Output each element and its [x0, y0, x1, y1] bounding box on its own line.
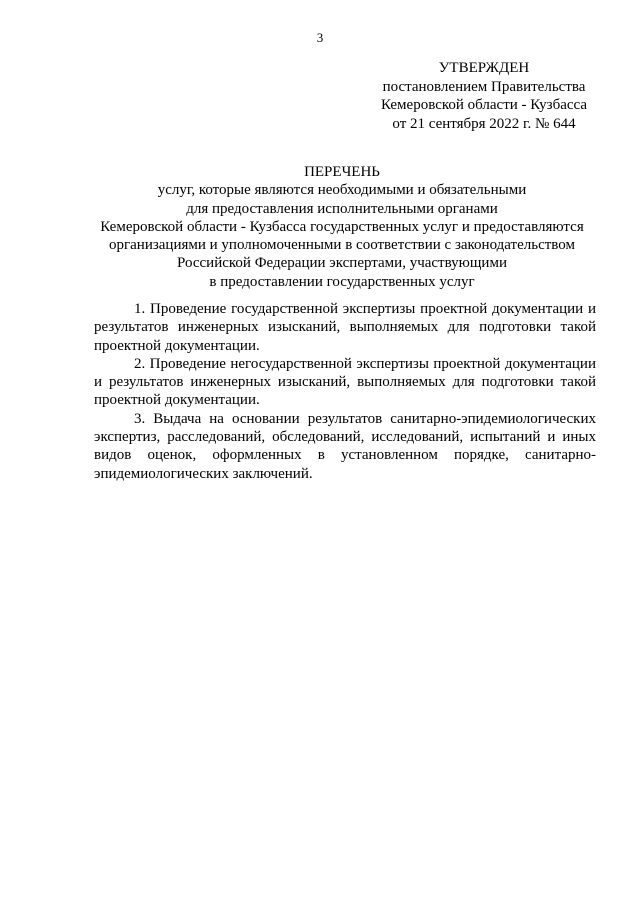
title-line: услуг, которые являются необходимыми и обязательными	[157, 182, 527, 199]
list-item: 3. Выдача на основании результатов санитарно-эпидемиологических экспертиз, расследований, обследований, исследований, испытаний и иных видов оценок, оформленных в установленном порядке, санитарно-эпидемиологических заключений.	[94, 410, 596, 482]
page-number: 3	[316, 30, 324, 45]
document-title	[40, 163, 640, 291]
approval-line: постановлением Правительства	[382, 78, 586, 95]
title-line: в предоставлении государственных услуг	[209, 273, 475, 290]
services-list	[94, 300, 596, 483]
list-item: 1. Проведение государственной экспертизы проектной документации и результатов инженерных изысканий, выполняемых для подготовки такой проектной документации.	[94, 301, 596, 354]
list-item: 2. Проведение негосударственной экспертизы проектной документации и результатов инженерных изысканий, выполняемых для подготовки такой проектной документации.	[94, 355, 596, 409]
title-line: для предоставления исполнительными органами	[186, 200, 498, 217]
title-heading: ПЕРЕЧЕНЬ	[304, 164, 380, 180]
approval-line: Кемеровской области - Кузбасса	[380, 97, 588, 113]
title-line: Российской Федерации экспертами, участвующими	[177, 255, 507, 272]
title-line: организациями и уполномоченными в соответствии с законодательством	[108, 237, 575, 254]
approval-heading: УТВЕРЖДЕН	[438, 60, 530, 76]
title-line: Кемеровской области - Кузбасса государственных услуг и предоставляются	[100, 218, 584, 235]
approval-stamp	[372, 59, 596, 133]
approval-line: от 21 сентября 2022 г. № 644	[392, 115, 576, 132]
